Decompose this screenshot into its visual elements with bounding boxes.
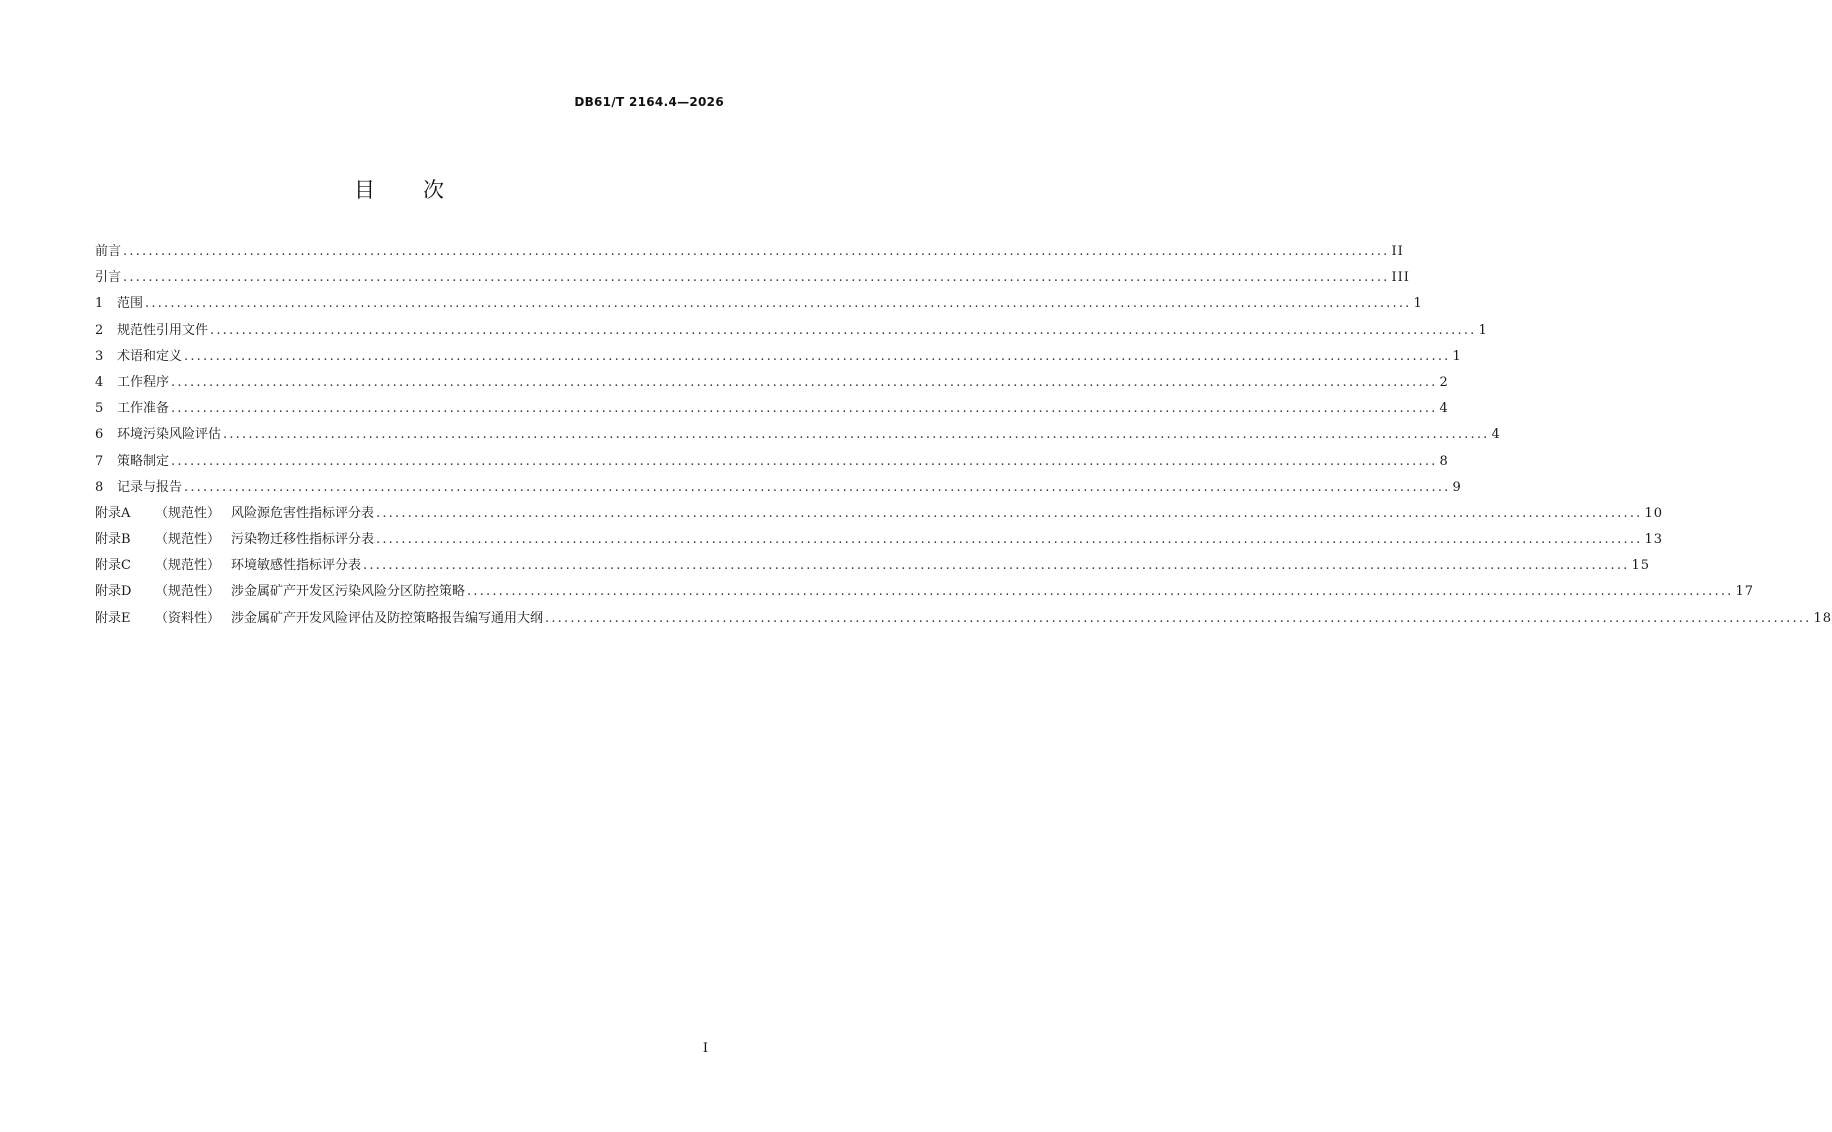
toc-entry-type: （规范性）: [155, 532, 221, 548]
toc-entry-page: 1: [1452, 348, 1462, 364]
toc-list: [95, 240, 1832, 633]
toc-entry-label: 污染物迁移性指标评分表: [231, 532, 375, 548]
toc-leader-dots: ........................................................................................................................................................................................................: [363, 558, 1630, 574]
document-code: DB61/T 2164.4—2026: [574, 95, 724, 109]
toc-entry-number: 4: [95, 374, 104, 390]
toc-title-right: 次: [423, 178, 446, 202]
toc-entry-number: 6: [95, 427, 104, 443]
toc-entry-page: 2: [1439, 374, 1449, 390]
toc-entry-number: 2: [95, 322, 104, 338]
toc-entry-number: 附录B: [95, 532, 131, 548]
toc-entry-chapter-5[interactable]: [95, 397, 1449, 423]
toc-entry-label: 风险源危害性指标评分表: [231, 505, 375, 521]
toc-entry-appendix-b[interactable]: [95, 528, 1664, 554]
toc-entry-chapter-7[interactable]: [95, 450, 1449, 476]
toc-entry-label: 引言: [95, 270, 122, 286]
toc-entry-label: 工作程序: [117, 374, 170, 390]
toc-leader-dots: ........................................................................................................................................................................................................: [184, 348, 1451, 364]
toc-entry-chapter-3[interactable]: [95, 345, 1462, 371]
toc-entry-appendix-c[interactable]: [95, 554, 1651, 580]
toc-entry-label: 环境敏感性指标评分表: [231, 558, 362, 574]
toc-leader-dots: ........................................................................................................................................................................................................: [210, 322, 1477, 338]
toc-title-left: 目: [354, 178, 377, 202]
toc-entry-page: 10: [1644, 505, 1664, 521]
toc-leader-dots: ........................................................................................................................................................................................................: [171, 453, 1438, 469]
toc-entry-number: 3: [95, 348, 104, 364]
toc-entry-page: 4: [1491, 427, 1501, 443]
toc-entry-chapter-1[interactable]: [95, 292, 1423, 318]
toc-entry-number: 8: [95, 479, 104, 495]
toc-leader-dots: ........................................................................................................................................................................................................: [223, 427, 1490, 443]
toc-entry-page: 17: [1735, 584, 1755, 600]
toc-leader-dots: ........................................................................................................................................................................................................: [171, 374, 1438, 390]
toc-entry-page: 1: [1413, 296, 1423, 312]
toc-entry-label: 范围: [117, 296, 144, 312]
toc-leader-dots: ........................................................................................................................................................................................................: [123, 270, 1390, 286]
toc-entry-page: II: [1391, 244, 1404, 259]
toc-entry-page: 1: [1478, 322, 1488, 338]
toc-entry-chapter-2[interactable]: [95, 319, 1488, 345]
toc-entry-type: （规范性）: [155, 505, 221, 521]
toc-entry-number: 1: [95, 296, 104, 312]
toc-entry-page: 18: [1813, 610, 1832, 626]
toc-entry-label: 环境污染风险评估: [117, 427, 222, 443]
toc-entry-label: 术语和定义: [117, 348, 183, 364]
toc-entry-page: 15: [1631, 558, 1651, 574]
toc-leader-dots: ........................................................................................................................................................................................................: [184, 479, 1451, 495]
toc-leader-dots: ........................................................................................................................................................................................................: [145, 296, 1412, 312]
toc-entry-foreword[interactable]: [95, 240, 1404, 266]
toc-entry-chapter-4[interactable]: [95, 371, 1449, 397]
toc-entry-number: 附录A: [95, 505, 131, 521]
toc-entry-type: （资料性）: [155, 610, 221, 626]
toc-leader-dots: ........................................................................................................................................................................................................: [171, 401, 1438, 417]
toc-entry-page: III: [1391, 270, 1410, 286]
toc-entry-label: 涉金属矿产开发风险评估及防控策略报告编写通用大纲: [231, 610, 544, 626]
page-number: I: [702, 1041, 708, 1056]
toc-title: [0, 174, 800, 204]
toc-entry-number: 5: [95, 401, 104, 417]
toc-entry-number: 7: [95, 453, 104, 469]
toc-entry-chapter-6[interactable]: [95, 423, 1501, 449]
toc-entry-chapter-8[interactable]: [95, 476, 1462, 502]
toc-entry-label: 记录与报告: [117, 479, 183, 495]
toc-leader-dots: ........................................................................................................................................................................................................: [376, 505, 1643, 521]
toc-leader-dots: ........................................................................................................................................................................................................: [376, 532, 1643, 548]
toc-entry-page: 8: [1439, 453, 1449, 469]
toc-entry-type: （规范性）: [155, 584, 221, 600]
toc-entry-type: （规范性）: [155, 558, 221, 574]
toc-entry-label: 涉金属矿产开发区污染风险分区防控策略: [231, 584, 466, 600]
toc-entry-label: 策略制定: [117, 453, 170, 469]
toc-entry-label: 前言: [95, 244, 122, 259]
toc-entry-number: 附录E: [95, 610, 131, 626]
toc-entry-appendix-d[interactable]: [95, 580, 1755, 606]
toc-entry-label: 规范性引用文件: [117, 322, 209, 338]
toc-entry-number: 附录C: [95, 558, 131, 574]
toc-entry-page: 9: [1452, 479, 1462, 495]
toc-leader-dots: ........................................................................................................................................................................................................: [545, 610, 1812, 626]
toc-entry-appendix-a[interactable]: [95, 502, 1664, 528]
toc-entry-page: 4: [1439, 401, 1449, 417]
toc-entry-introduction[interactable]: [95, 266, 1410, 292]
toc-leader-dots: ........................................................................................................................................................................................................: [123, 244, 1390, 259]
toc-leader-dots: ........................................................................................................................................................................................................: [467, 584, 1734, 600]
toc-entry-page: 13: [1644, 532, 1664, 548]
toc-entry-label: 工作准备: [117, 401, 170, 417]
toc-entry-appendix-e[interactable]: [95, 607, 1832, 633]
toc-entry-number: 附录D: [95, 584, 132, 600]
